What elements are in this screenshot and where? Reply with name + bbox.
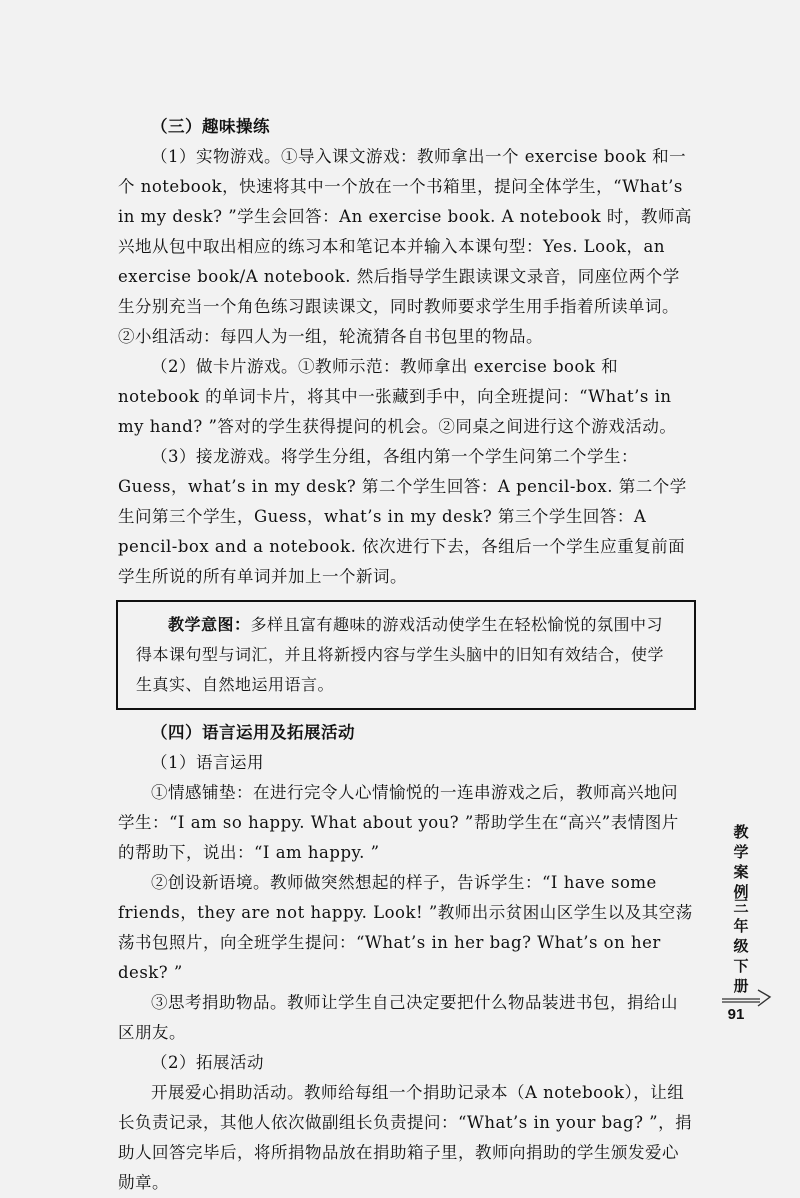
side-char: 册 [733,977,749,995]
subheading-language-use: （1）语言运用 [151,753,264,772]
paragraph-donation-items: ③思考捐助物品。教师让学生自己决定要把什么物品装进书包，捐给山区朋友。 [118,993,678,1042]
paragraph-donation-activity: 开展爱心捐助活动。教师给每组一个捐助记录本（A notebook），让组长负责记录，其他人依次做副组长负责提问：“What’s in your bag? ”，捐助人回答完毕后，将所捐物品放在捐助箱子里，教师向捐助的学生颁发爱心勋章。 [118,1083,693,1192]
teaching-intent-box [116,600,696,710]
paragraph-emotion: ①情感铺垫：在进行完令人心情愉悦的一连串游戏之后，教师高兴地问学生：“I am so happy. What about you? ”帮助学生在“高兴”表情图片的帮助下，说出：“I am happy. ” [118,783,679,862]
side-title-grade [732,896,750,996]
page-number: 91 [727,1006,745,1023]
teaching-intent-label: 教学意图： [168,615,251,634]
side-char: 教 [733,823,749,841]
side-char: 学 [733,843,749,861]
side-char: 级 [733,937,749,955]
subheading-extension: （2）拓展活动 [151,1053,264,1072]
paragraph-card-game: （2）做卡片游戏。①教师示范：教师拿出 exercise book 和 notebook 的单词卡片，将其中一张藏到手中，向全班提问：“What’s in my hand? ”答对的学生获得提问的机会。②同桌之间进行这个游戏活动。 [118,357,677,436]
side-char: 案 [733,863,749,881]
side-char: 例 [733,883,749,901]
teaching-intent-text: 多样且富有趣味的游戏活动使学生在轻松愉悦的氛围中习得本课句型与词汇，并且将新授内容与学生头脑中的旧知有效结合，使学生真实、自然地运用语言。 [136,615,665,694]
page-arrow-icon [722,986,774,1008]
side-char: 三 [733,897,749,915]
side-title-book [732,822,750,902]
page-content [118,112,694,1198]
paragraph-chain-game: （3）接龙游戏。将学生分组，各组内第一个学生问第二个学生：Guess，what’s in my desk? 第二个学生回答：A pencil-box. 第二个学生问第三个学生，Guess，what’s in my desk? 第三个学生回答：A pencil-box and a notebook. 依次进行下去，各组后一个学生应重复前面学生所说的所有单词并加上一个新词。 [118,447,687,586]
side-char: 年 [733,917,749,935]
section-heading-3: （三）趣味操练 [151,117,270,136]
teaching-intent-paragraph [136,610,676,700]
section-heading-4: （四）语言运用及拓展活动 [151,723,355,742]
paragraph-new-context: ②创设新语境。教师做突然想起的样子，告诉学生：“I have some friends，they are not happy. Look! ”教师出示贫困山区学生以及其空荡荡书包照片，向全班学生提问：“What’s in her bag? What’s on her desk? ” [118,873,693,982]
paragraph-object-game: （1）实物游戏。①导入课文游戏：教师拿出一个 exercise book 和一个 notebook，快速将其中一个放在一个书箱里，提问全体学生，“What’s in my desk? ”学生会回答：An exercise book. A notebook 时，教师高兴地从包中取出相应的练习本和笔记本并输入本课句型：Yes. Look，an exercise book/A notebook. 然后指导学生跟读课文录音，同座位两个学生分别充当一个角色练习跟读课文，同时教师要求学生用手指着所读单词。②小组活动：每四人为一组，轮流猜各自书包里的物品。 [118,147,692,346]
side-char: 下 [733,957,749,975]
